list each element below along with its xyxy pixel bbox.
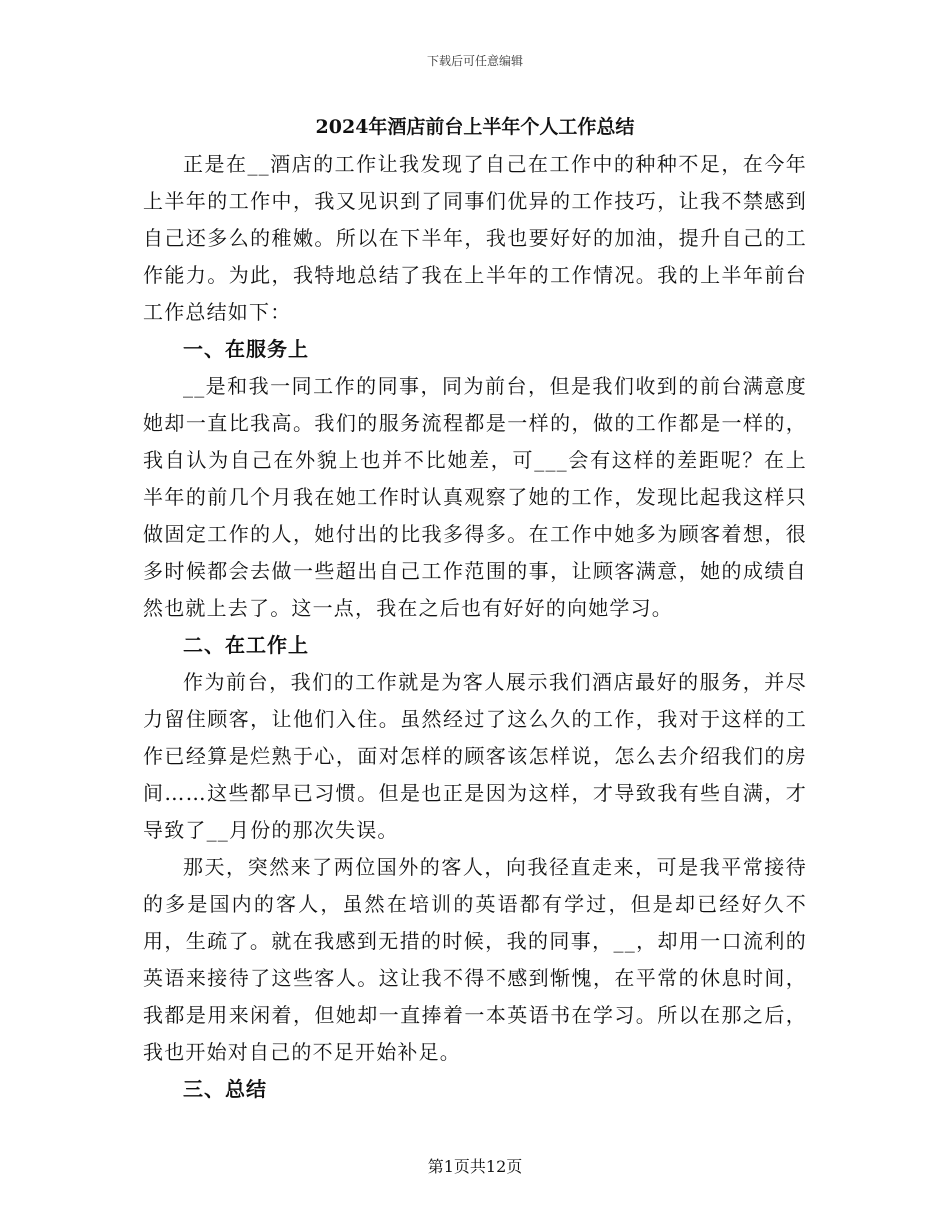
section-heading-work: 二、在工作上	[183, 633, 309, 657]
work-paragraph-2: 那天，突然来了两位国外的客人，向我径直走来，可是我平常接待的多是国内的客人，虽然在培训的英语都有学过，但是却已经好久不用，生疏了。就在我感到无措的时候，我的同事，__，却用一口流利的英语来接待了这些客人。这让我不得不感到惭愧，在平常的休息时间，我都是用来闲着，但她却一直捧着一本英语书在学习。所以在那之后，我也开始对自己的不足开始补足。	[143, 855, 807, 1064]
work-paragraph-1: 作为前台，我们的工作就是为客人展示我们酒店最好的服务，并尽力留住顾客，让他们入住。虽然经过了这么久的工作，我对于这样的工作已经算是烂熟于心，面对怎样的顾客该怎样说，怎么去介绍我们的房间……这些都早已习惯。但是也正是因为这样，才导致我有些自满，才导致了__月份的那次失误。	[143, 670, 807, 842]
intro-paragraph: 正是在__酒店的工作让我发现了自己在工作中的种种不足，在今年上半年的工作中，我又见识到了同事们优异的工作技巧，让我不禁感到自己还多么的稚嫩。所以在下半年，我也要好好的加油，提升自己的工作能力。为此，我特地总结了我在上半年的工作情况。我的上半年前台工作总结如下：	[143, 152, 807, 324]
section-heading-summary: 三、总结	[183, 1077, 267, 1101]
page-number: 第1页共12页	[427, 1157, 523, 1176]
document-title: 2024年酒店前台上半年个人工作总结	[315, 116, 635, 138]
document-body	[143, 108, 807, 1108]
header-note: 下载后可任意编辑	[426, 54, 523, 68]
service-paragraph: __是和我一同工作的同事，同为前台，但是我们收到的前台满意度她却一直比我高。我们的服务流程都是一样的，做的工作都是一样的，我自认为自己在外貌上也并不比她差，可___会有这样的差距呢？在上半年的前几个月我在她工作时认真观察了她的工作，发现比起我这样只做固定工作的人，她付出的比我多得多。在工作中她多为顾客着想，很多时候都会去做一些超出自己工作范围的事，让顾客满意，她的成绩自然也就上去了。这一点，我在之后也有好好的向她学习。	[143, 374, 807, 620]
section-heading-service: 一、在服务上	[183, 337, 309, 361]
